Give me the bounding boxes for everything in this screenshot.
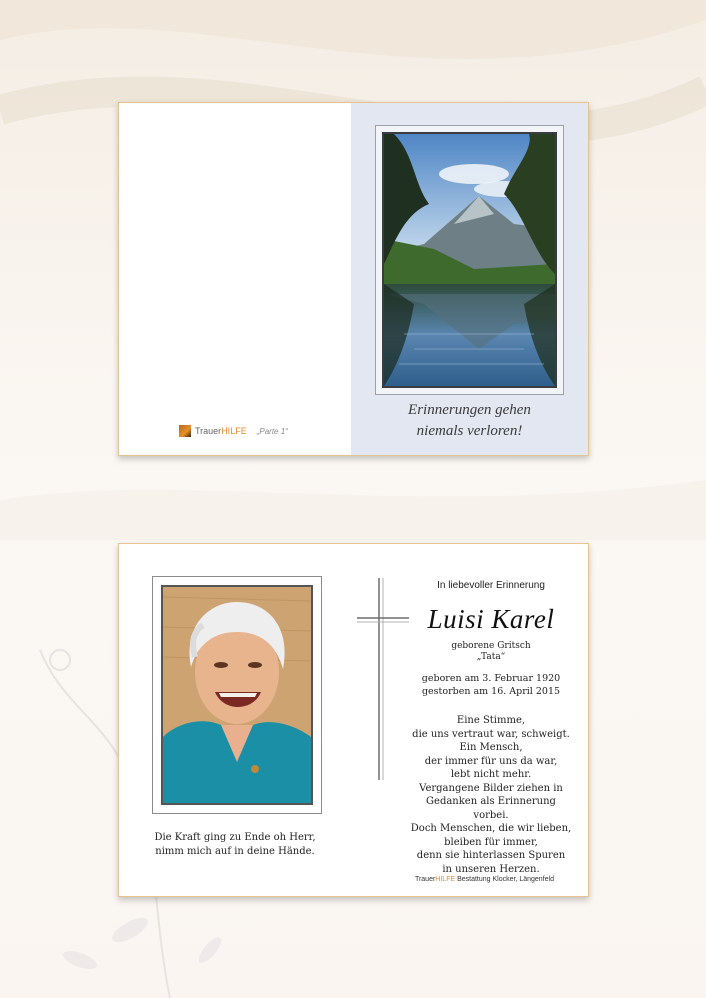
footer-brand-b: HILFE bbox=[435, 876, 456, 883]
quote-line-1: Die Kraft ging zu Ende oh Herr, bbox=[154, 832, 316, 843]
motto-line-1: Erinnerungen gehen bbox=[408, 402, 531, 418]
landscape-photo bbox=[382, 132, 557, 388]
birth-name: geborene Gritsch bbox=[451, 641, 531, 651]
portrait-photo bbox=[161, 585, 313, 805]
poem-line: die uns vertraut war, schweigt. bbox=[412, 728, 570, 740]
life-dates bbox=[409, 672, 573, 698]
inside-card bbox=[118, 543, 589, 897]
trauerhilfe-logo-icon bbox=[179, 425, 191, 437]
footer-brand-a: Trauer bbox=[414, 876, 436, 883]
deceased-name: Luisi Karel bbox=[427, 604, 555, 634]
front-card bbox=[118, 102, 589, 456]
poem-line: Gedanken als Erinnerung vorbei. bbox=[426, 796, 556, 821]
poem-line: in unseren Herzen. bbox=[442, 863, 540, 875]
footer-brand-c: Bestattung Klocker, Längenfeld bbox=[455, 876, 554, 883]
brand-name-a: Trauer bbox=[195, 426, 222, 436]
trauerhilfe-brand bbox=[179, 425, 288, 437]
poem-line: Eine Stimme, bbox=[456, 715, 526, 726]
poem-line: denn sie hinterlassen Spuren bbox=[416, 850, 566, 861]
front-card-left-panel bbox=[119, 103, 351, 455]
cross-icon bbox=[357, 578, 411, 780]
nickname: „Tata“ bbox=[476, 652, 506, 662]
brand-subtitle: „Parte 1“ bbox=[256, 426, 288, 436]
portrait-photo-frame bbox=[152, 576, 322, 814]
poem-line: lebt nicht mehr. bbox=[450, 769, 532, 780]
closing-quote bbox=[147, 831, 323, 859]
brand-name-b: HILFE bbox=[221, 426, 247, 436]
memorial-poem bbox=[409, 714, 573, 876]
poem-line: Ein Mensch, bbox=[459, 742, 523, 753]
landscape-photo-frame bbox=[375, 125, 564, 395]
death-date: gestorben am 16. April 2015 bbox=[421, 686, 561, 697]
poem-line: der immer für uns da war, bbox=[424, 755, 558, 767]
intro-heading: In liebevoller Erinnerung bbox=[437, 580, 545, 591]
funeral-home-credit bbox=[415, 876, 554, 883]
motto-line-2: niemals verloren! bbox=[416, 423, 523, 439]
poem-line: Doch Menschen, die wir lieben, bbox=[410, 823, 572, 834]
quote-line-2: nimm mich auf in deine Hände. bbox=[155, 846, 315, 857]
front-motto bbox=[351, 400, 588, 442]
birth-date: geboren am 3. Februar 1920 bbox=[421, 673, 561, 684]
poem-line: Vergangene Bilder ziehen in bbox=[419, 782, 563, 794]
poem-line: bleiben für immer, bbox=[444, 836, 538, 848]
